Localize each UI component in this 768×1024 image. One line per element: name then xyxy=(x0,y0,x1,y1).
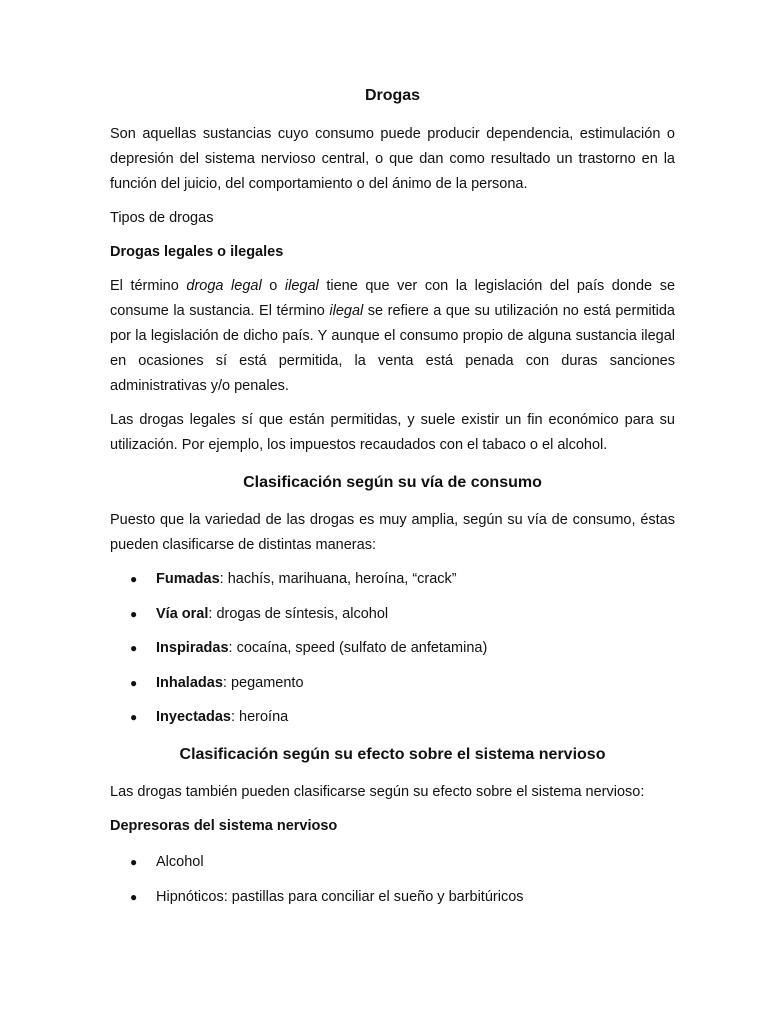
depresoras-list xyxy=(110,850,675,910)
bullet-icon: ● xyxy=(130,641,138,656)
list-item-text: : hachís, marihuana, heroína, “crack” xyxy=(219,571,457,587)
legal-paragraph-1 xyxy=(110,274,675,399)
legal-p1-text-c: o xyxy=(261,278,285,294)
bullet-icon: ● xyxy=(130,572,138,586)
list-item-term: Inspiradas xyxy=(156,640,229,657)
legal-p1-term-droga-legal: droga legal xyxy=(186,278,262,294)
bullet-icon: ● xyxy=(130,889,138,904)
list-item-text: Alcohol xyxy=(156,854,204,871)
list-item-term: Vía oral xyxy=(156,605,209,622)
via-heading: Clasificación según su vía de consumo xyxy=(243,474,542,491)
legal-p1-term-ilegal-2: ilegal xyxy=(329,303,364,319)
list-item-term: Inyectadas xyxy=(156,709,231,726)
intro-paragraph: Son aquellas sustancias cuyo consumo puede producir dependencia, estimulación o depresión del sistema nervioso central, o que dan como resultado un trastorno en la función del juicio, del comportamiento o del ánimo de la persona. xyxy=(110,126,675,192)
bullet-icon: ● xyxy=(130,606,138,621)
page-title: Drogas xyxy=(364,87,421,104)
efecto-intro-paragraph: Las drogas también pueden clasificarse según su efecto sobre el sistema nervioso: xyxy=(110,784,645,801)
list-item-text: : cocaína, speed (sulfato de anfetamina) xyxy=(228,640,488,657)
list-item-text: : pegamento xyxy=(222,674,304,691)
legal-p1-text-e: tiene que ver con la legislación del país donde se consume la sustancia. El término xyxy=(110,278,676,319)
legal-p1-term-ilegal: ilegal xyxy=(284,278,319,294)
list-item xyxy=(110,850,675,875)
list-item xyxy=(110,567,675,592)
tipos-paragraph: Tipos de drogas xyxy=(110,210,214,226)
via-intro-paragraph: Puesto que la variedad de las drogas es muy amplia, según su vía de consumo, éstas pueden clasificarse de distintas maneras: xyxy=(110,512,675,553)
bullet-icon: ● xyxy=(130,710,138,725)
via-list xyxy=(110,567,675,730)
list-item xyxy=(110,705,675,730)
list-item-term: Fumadas xyxy=(156,571,220,587)
legal-paragraph-2: Las drogas legales sí que están permitidas, y suele existir un fin económico para su utilización. Por ejemplo, los impuestos recaudados con el tabaco o el alcohol. xyxy=(110,412,675,453)
legal-p1-text-a: El término xyxy=(110,278,187,294)
legal-p1-text-g: se refiere a que su utilización no está permitida por la legislación de dicho país. Y aunque el consumo propio de alguna sustancia ilegal en ocasiones sí está permitida, la venta está penada con duras sanciones administrativas y/o penales. xyxy=(110,303,675,394)
list-item xyxy=(110,885,675,910)
list-item xyxy=(110,602,675,627)
list-item-text: Hipnóticos: pastillas para conciliar el sueño y barbitúricos xyxy=(156,888,524,905)
bullet-icon: ● xyxy=(130,675,138,690)
legales-heading: Drogas legales o ilegales xyxy=(110,244,284,260)
list-item xyxy=(110,671,675,696)
list-item-text: : drogas de síntesis, alcohol xyxy=(208,605,389,622)
list-item-text: : heroína xyxy=(230,709,289,726)
bullet-icon: ● xyxy=(130,855,138,870)
list-item-term: Inhaladas xyxy=(156,674,223,691)
efecto-heading: Clasificación según su efecto sobre el sistema nervioso xyxy=(179,746,606,764)
list-item xyxy=(110,636,675,661)
depresoras-heading: Depresoras del sistema nervioso xyxy=(110,818,338,835)
